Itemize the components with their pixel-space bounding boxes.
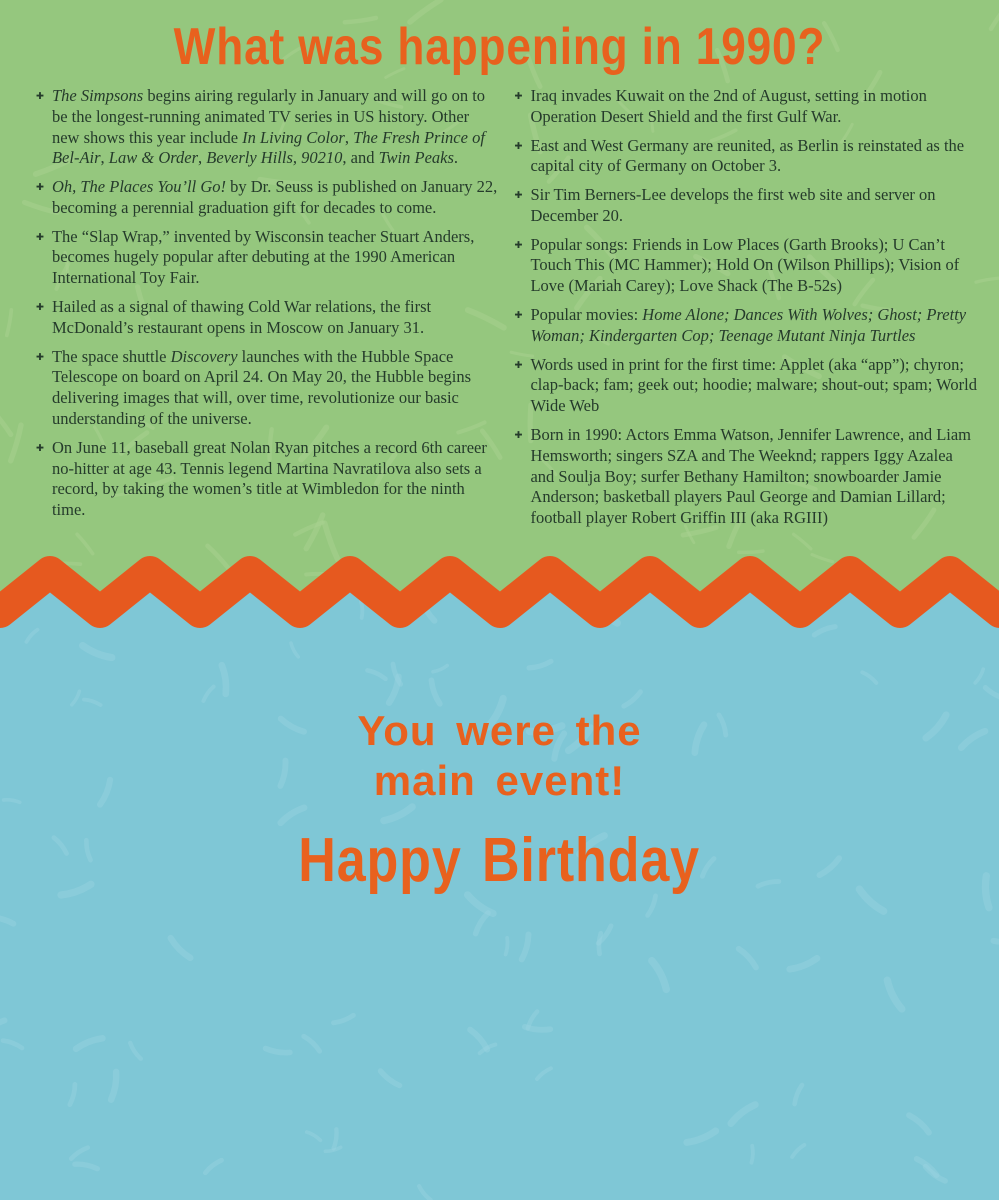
bullet-icon: ✚: [514, 239, 523, 251]
bullet-icon: ✚: [36, 302, 44, 314]
texture-stroke: [731, 1099, 755, 1130]
bullet-icon: ✚: [36, 91, 44, 102]
texture-stroke: [378, 1071, 401, 1085]
texture-stroke: [83, 645, 112, 659]
texture-stroke: [537, 1065, 551, 1083]
texture-stroke: [518, 934, 532, 959]
fact-text: The space shuttle Discovery launches with the Hubble Space Telescope on board on April 24. On May 20, the Hubble begins delivering images that will, over time, revolutionize our basic understanding of the universe.: [51, 346, 472, 428]
fact-item: [34, 297, 500, 339]
texture-stroke: [367, 670, 385, 679]
bullet-icon: ✚: [36, 231, 44, 243]
texture-stroke: [687, 1122, 716, 1151]
fact-text: Born in 1990: Actors Emma Watson, Jennifer Lawrence, and Liam Hemsworth; singers SZA and The Weeknd; rappers Iggy Azalea and Soulja Boy; surfer Bethany Hamilton; snowboarder Jamie Anderson; basketball players Paul George and Damian Lillard; football player Robert Griffin III (aka RGIII): [530, 424, 972, 528]
page-title: What was happening in 1990?: [173, 18, 826, 76]
fact-item: [513, 185, 979, 227]
texture-stroke: [325, 1142, 340, 1156]
closing-line2: main event!: [373, 757, 626, 804]
texture-stroke: [587, 610, 618, 626]
texture-stroke: [75, 1159, 98, 1173]
texture-stroke: [739, 544, 763, 560]
texture-stroke: [355, 601, 368, 618]
texture-stroke: [794, 1085, 803, 1104]
bullet-icon: ✚: [514, 429, 523, 441]
texture-stroke: [76, 1030, 102, 1057]
texture-stroke: [812, 555, 833, 562]
texture-stroke: [329, 1129, 341, 1148]
closing-message: [0, 706, 999, 806]
texture-stroke: [975, 668, 983, 683]
texture-stroke: [3, 1040, 22, 1049]
fact-text: Popular songs: Friends in Low Places (Garth Brooks); U Can’t Touch This (MC Hammer); Hold On (Wilson Phillips); Vision of Love (Mariah Carey); Love Shack (The B-52s): [530, 234, 960, 296]
texture-stroke: [923, 1167, 947, 1181]
texture-stroke: [387, 664, 407, 684]
fact-text: The Simpsons begins airing regularly in January and will go on to be the longest-running animated TV series in US history. Other new shows this year include In Living Color, The Fresh Prince of Bel-Air, Law & Order, Beverly Hills, 90210, and Twin Peaks.: [51, 86, 486, 168]
texture-stroke: [334, 1009, 354, 1029]
bullet-icon: ✚: [514, 359, 523, 371]
texture-stroke: [480, 1040, 496, 1057]
facts-columns: [0, 74, 999, 537]
fact-item: [513, 305, 979, 347]
texture-stroke: [55, 556, 81, 571]
fact-item: [513, 355, 979, 417]
texture-stroke: [424, 680, 447, 704]
texture-stroke: [790, 950, 817, 978]
texture-stroke: [746, 1146, 758, 1163]
texture-stroke: [861, 672, 878, 683]
fact-text: On June 11, baseball great Nolan Ryan pitches a record 6th career no-hitter at age 43. Tennis legend Martina Navratilova also sets a record, by taking the women’s title at Wimbledon for the ninth time.: [51, 437, 487, 520]
texture-stroke: [0, 913, 13, 927]
texture-stroke: [643, 961, 674, 990]
fact-text: Popular movies: Home Alone; Dances With Wolves; Ghost; Pretty Woman; Kindergarten Cop; Teenage Mutant Ninja Turtles: [530, 305, 967, 345]
texture-stroke: [306, 1132, 321, 1140]
texture-stroke: [466, 1030, 492, 1050]
texture-stroke: [287, 643, 302, 657]
bullet-icon: ✚: [514, 91, 523, 102]
fact-text: East and West Germany are reunited, as Berlin is reinstated as the capital city of Germany on October 3.: [530, 135, 965, 176]
birthday-headline: Happy Birthday: [298, 826, 701, 895]
texture-stroke: [914, 1159, 939, 1175]
texture-stroke: [792, 1142, 804, 1159]
texture-stroke: [416, 1186, 434, 1200]
bullet-icon: ✚: [514, 190, 523, 202]
texture-stroke: [301, 1036, 323, 1051]
texture-stroke: [525, 1019, 550, 1036]
facts-column-left: [34, 86, 500, 537]
fact-item: [513, 425, 979, 529]
texture-stroke: [35, 577, 47, 592]
texture-stroke: [105, 1072, 123, 1100]
fact-text: The “Slap Wrap,” invented by Wisconsin teacher Stuart Anders, becomes hugely popular after debuting at the 1990 American International Toy Fair.: [51, 226, 475, 288]
bullet-icon: ✚: [514, 310, 523, 322]
fact-item: [34, 227, 500, 289]
texture-stroke: [72, 691, 80, 706]
fact-text: Iraq invades Kuwait on the 2nd of August, setting in motion Operation Desert Shield and the first Gulf War.: [530, 86, 927, 126]
texture-stroke: [985, 688, 999, 699]
texture-stroke: [735, 949, 760, 968]
texture-stroke: [994, 930, 999, 950]
texture-stroke: [26, 628, 37, 644]
fact-item: [34, 438, 500, 521]
texture-stroke: [433, 661, 447, 676]
fact-item: [513, 86, 979, 128]
confetti-texture: [0, 592, 999, 1200]
texture-stroke: [879, 980, 910, 1009]
bullet-icon: ✚: [36, 442, 44, 454]
texture-stroke: [465, 895, 496, 914]
fact-item: [34, 177, 500, 219]
fact-text: Sir Tim Berners-Lee develops the first web site and server on December 20.: [530, 185, 936, 225]
fact-text: Oh, The Places You’ll Go! by Dr. Seuss is published on January 22, becoming a perennial graduation gift for decades to come.: [51, 177, 498, 217]
texture-stroke: [212, 665, 236, 694]
facts-column-right: [513, 86, 979, 537]
texture-stroke: [528, 1011, 537, 1029]
texture-stroke: [203, 546, 234, 569]
texture-stroke: [598, 924, 611, 945]
fact-item: [34, 347, 500, 430]
texture-stroke: [387, 677, 400, 703]
texture-stroke: [306, 566, 334, 583]
texture-stroke: [529, 654, 551, 675]
fact-item: [34, 86, 500, 169]
texture-stroke: [991, 0, 999, 31]
texture-stroke: [647, 896, 656, 915]
texture-stroke: [0, 1015, 5, 1041]
texture-stroke: [814, 620, 835, 641]
fact-text: Hailed as a signal of thawing Cold War relations, the first McDonald’s restaurant opens in Moscow on January 31.: [51, 297, 432, 337]
texture-stroke: [415, 598, 441, 620]
texture-stroke: [266, 1043, 290, 1059]
texture-stroke: [73, 534, 97, 553]
texture-stroke: [993, 606, 999, 618]
closing-line1: You were the: [357, 707, 642, 754]
texture-stroke: [906, 1115, 932, 1132]
texture-stroke: [126, 1043, 145, 1059]
fact-item: [513, 235, 979, 297]
fact-item: [513, 136, 979, 178]
bullet-icon: ✚: [36, 182, 44, 194]
bullet-icon: ✚: [36, 351, 44, 363]
facts-section: [0, 0, 999, 592]
bullet-icon: ✚: [514, 140, 523, 152]
fact-text: Words used in print for the first time: Applet (aka “app”); chyron; clap-back; fam; geek out; hoodie; malware; shout-out; spam; World Wide Web: [530, 354, 977, 416]
texture-stroke: [593, 933, 608, 954]
texture-stroke: [557, 569, 574, 591]
texture-stroke: [203, 685, 213, 702]
texture-stroke: [167, 938, 195, 958]
texture-stroke: [67, 1084, 79, 1104]
texture-stroke: [205, 1156, 221, 1177]
texture-stroke: [501, 938, 512, 955]
texture-stroke: [71, 1143, 88, 1163]
texture-stroke: [476, 912, 489, 935]
birthday-headline-wrap: [0, 828, 999, 894]
